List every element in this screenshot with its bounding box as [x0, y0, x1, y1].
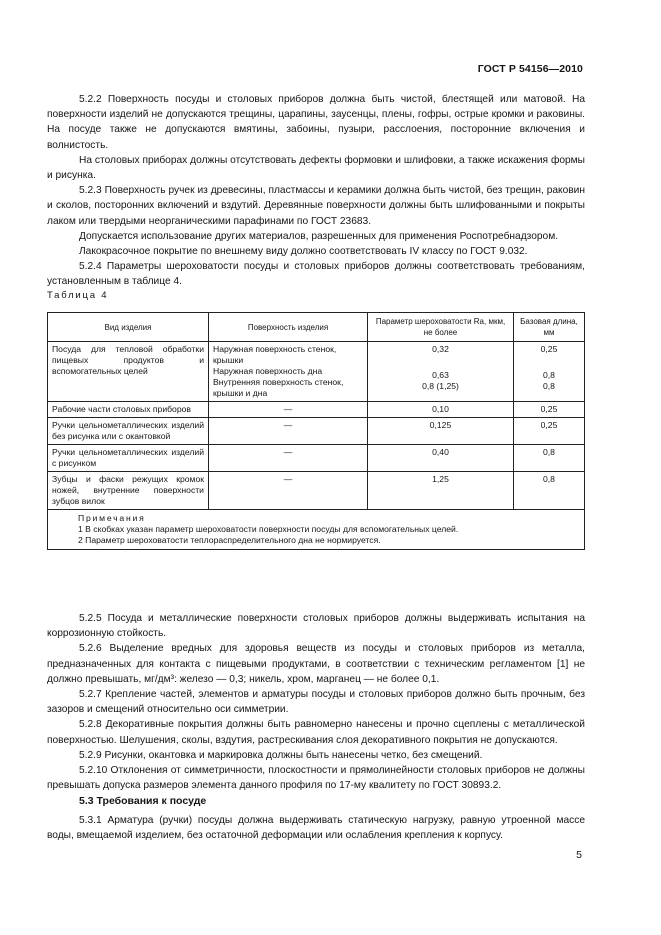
- cell-item: Ручки цельнометаллических изделий с рисунком: [48, 445, 209, 472]
- cell-surface: —: [209, 402, 368, 418]
- note-item: 2 Параметр шероховатости теплораспределительного дна не нормируется.: [78, 535, 381, 545]
- table-row: [48, 402, 585, 418]
- cell-surface: —: [209, 445, 368, 472]
- paragraph: 5.2.5 Посуда и металлические поверхности столовых приборов должны выдерживать испытания на коррозионную стойкость.: [47, 613, 585, 640]
- value-line: 0,25: [540, 344, 558, 354]
- header-item-type: Вид изделия: [48, 313, 209, 342]
- paragraph: 5.2.2 Поверхность посуды и столовых приборов должна быть чистой, блестящей или матовой. На поверхности изделий не допускаются трещины, царапины, заусенцы, плены, гофры, острые кромки и раковины. На посуде также не допускаются вмятины, забоины, пузыри, расслоения, посторонние включения и волнистость.: [47, 94, 585, 151]
- surface-line: Наружная поверхность дна: [213, 366, 323, 376]
- header-roughness: Параметр шероховатости Ra, мкм, не более: [368, 313, 514, 342]
- paragraph: Допускается использование других материалов, разрешенных для применения Роспотребнадзором.: [79, 230, 559, 242]
- value-line: 0,8 (1,25): [422, 381, 459, 391]
- paragraph: 5.3.1 Арматура (ручки) посуды должна выдерживать статическую нагрузку, равную утроенной массе воды, вмещаемой изделием, без остаточной деформации или ослабления крепления к корпусу.: [47, 815, 585, 842]
- table-notes: [48, 510, 585, 550]
- cell-item: Зубцы и фаски режущих кромок ножей, внутренние поверхности зубцов вилок: [48, 472, 209, 510]
- paragraph: 5.2.3 Поверхность ручек из древесины, пластмассы и керамики должна быть чистой, без трещин, раковин и сколов, посторонних включений и вздутий. Деревянные поверхности должны быть шлифованными и покрыты лаком или твердыми неорганическими парафинами по ГОСТ 23683.: [47, 185, 585, 227]
- cell-surface: —: [209, 472, 368, 510]
- cell-roughness: 1,25: [368, 472, 514, 510]
- table-row: [48, 418, 585, 445]
- roughness-table: [47, 312, 585, 550]
- paragraph: 5.2.10 Отклонения от симметричности, плоскостности и прямолинейности столовых приборов не должны превышать допуска размеров элемента данного профиля по 17-му квалитету по ГОСТ 30893.2.: [47, 765, 585, 792]
- cell-item: Ручки цельнометаллических изделий без рисунка или с окантовкой: [48, 418, 209, 445]
- header-surface: Поверхность изделия: [209, 313, 368, 342]
- cell-surface: —: [209, 418, 368, 445]
- header-base-length: Базовая длина, мм: [514, 313, 585, 342]
- cell-base-length: 0,8: [514, 472, 585, 510]
- page-number: 5: [576, 849, 582, 861]
- cell-roughness: 0,40: [368, 445, 514, 472]
- cell-item: Рабочие части столовых приборов: [48, 402, 209, 418]
- cell-base-length: 0,25: [514, 418, 585, 445]
- section-5-2-2-to-5-2-4: [47, 92, 585, 290]
- paragraph: 5.2.6 Выделение вредных для здоровья веществ из посуды и столовых приборов из металла, предназначенных для контакта с пищевыми продуктами, в соответствии с техническим регламентом [1] не должно превышать, мг/дм³: железо — 0,3; никель, хром, марганец — не более 0,1.: [47, 643, 585, 685]
- table-notes-row: [48, 510, 585, 550]
- document-code: ГОСТ Р 54156—2010: [477, 63, 583, 75]
- table-row: [48, 342, 585, 402]
- notes-title: Примечания: [78, 513, 146, 523]
- cell-item: Посуда для тепловой обработки пищевых продуктов и вспомогательных целей: [48, 342, 209, 402]
- cell-base-length: 0,25: [514, 402, 585, 418]
- cell-base-length: 0,8: [514, 445, 585, 472]
- cell-roughness: 0,125: [368, 418, 514, 445]
- cell-base-length: [514, 342, 585, 402]
- value-line: 0,8: [543, 381, 555, 391]
- paragraph: 5.2.7 Крепление частей, элементов и арматуры посуды и столовых приборов должно быть прочным, без зазоров и смещений относительно оси симметрии.: [47, 689, 585, 716]
- paragraph: На столовых приборах должны отсутствовать дефекты формовки и шлифовки, а также искажения формы и рисунка.: [47, 154, 585, 182]
- paragraph: 5.2.9 Рисунки, окантовка и маркировка должны быть нанесены четко, без смещений.: [79, 749, 483, 761]
- section-5-2-5-to-5-2-10: [47, 611, 585, 793]
- table-header-row: [48, 313, 585, 342]
- cell-roughness: 0,10: [368, 402, 514, 418]
- cell-roughness: [368, 342, 514, 402]
- section-5-3: [47, 813, 585, 843]
- paragraph: 5.2.8 Декоративные покрытия должны быть равномерно нанесены и прочно сцеплены с металлической поверхностью. Шелушения, сколы, вздутия, растрескивания слоя декоративного покрытия не допускаются.: [47, 719, 585, 746]
- note-item: 1 В скобках указан параметр шероховатости поверхности посуды для вспомогательных целей.: [78, 524, 459, 534]
- cell-surface: [209, 342, 368, 402]
- paragraph: 5.2.4 Параметры шероховатости посуды и столовых приборов должны соответствовать требованиям, установленным в таблице 4.: [47, 261, 585, 288]
- value-line: 0,63: [432, 370, 449, 380]
- value-line: 0,32: [432, 344, 449, 354]
- table-caption: Таблица 4: [47, 290, 109, 301]
- table-row: [48, 472, 585, 510]
- value-line: 0,8: [543, 370, 555, 380]
- paragraph: Лакокрасочное покрытие по внешнему виду должно соответствовать IV классу по ГОСТ 9.032.: [79, 246, 528, 258]
- section-heading: 5.3 Требования к посуде: [79, 795, 207, 807]
- table-row: [48, 445, 585, 472]
- surface-line: Внутренняя поверхность стенок, крышки и дна: [213, 377, 344, 398]
- surface-line: Наружная поверхность стенок, крышки: [213, 344, 337, 365]
